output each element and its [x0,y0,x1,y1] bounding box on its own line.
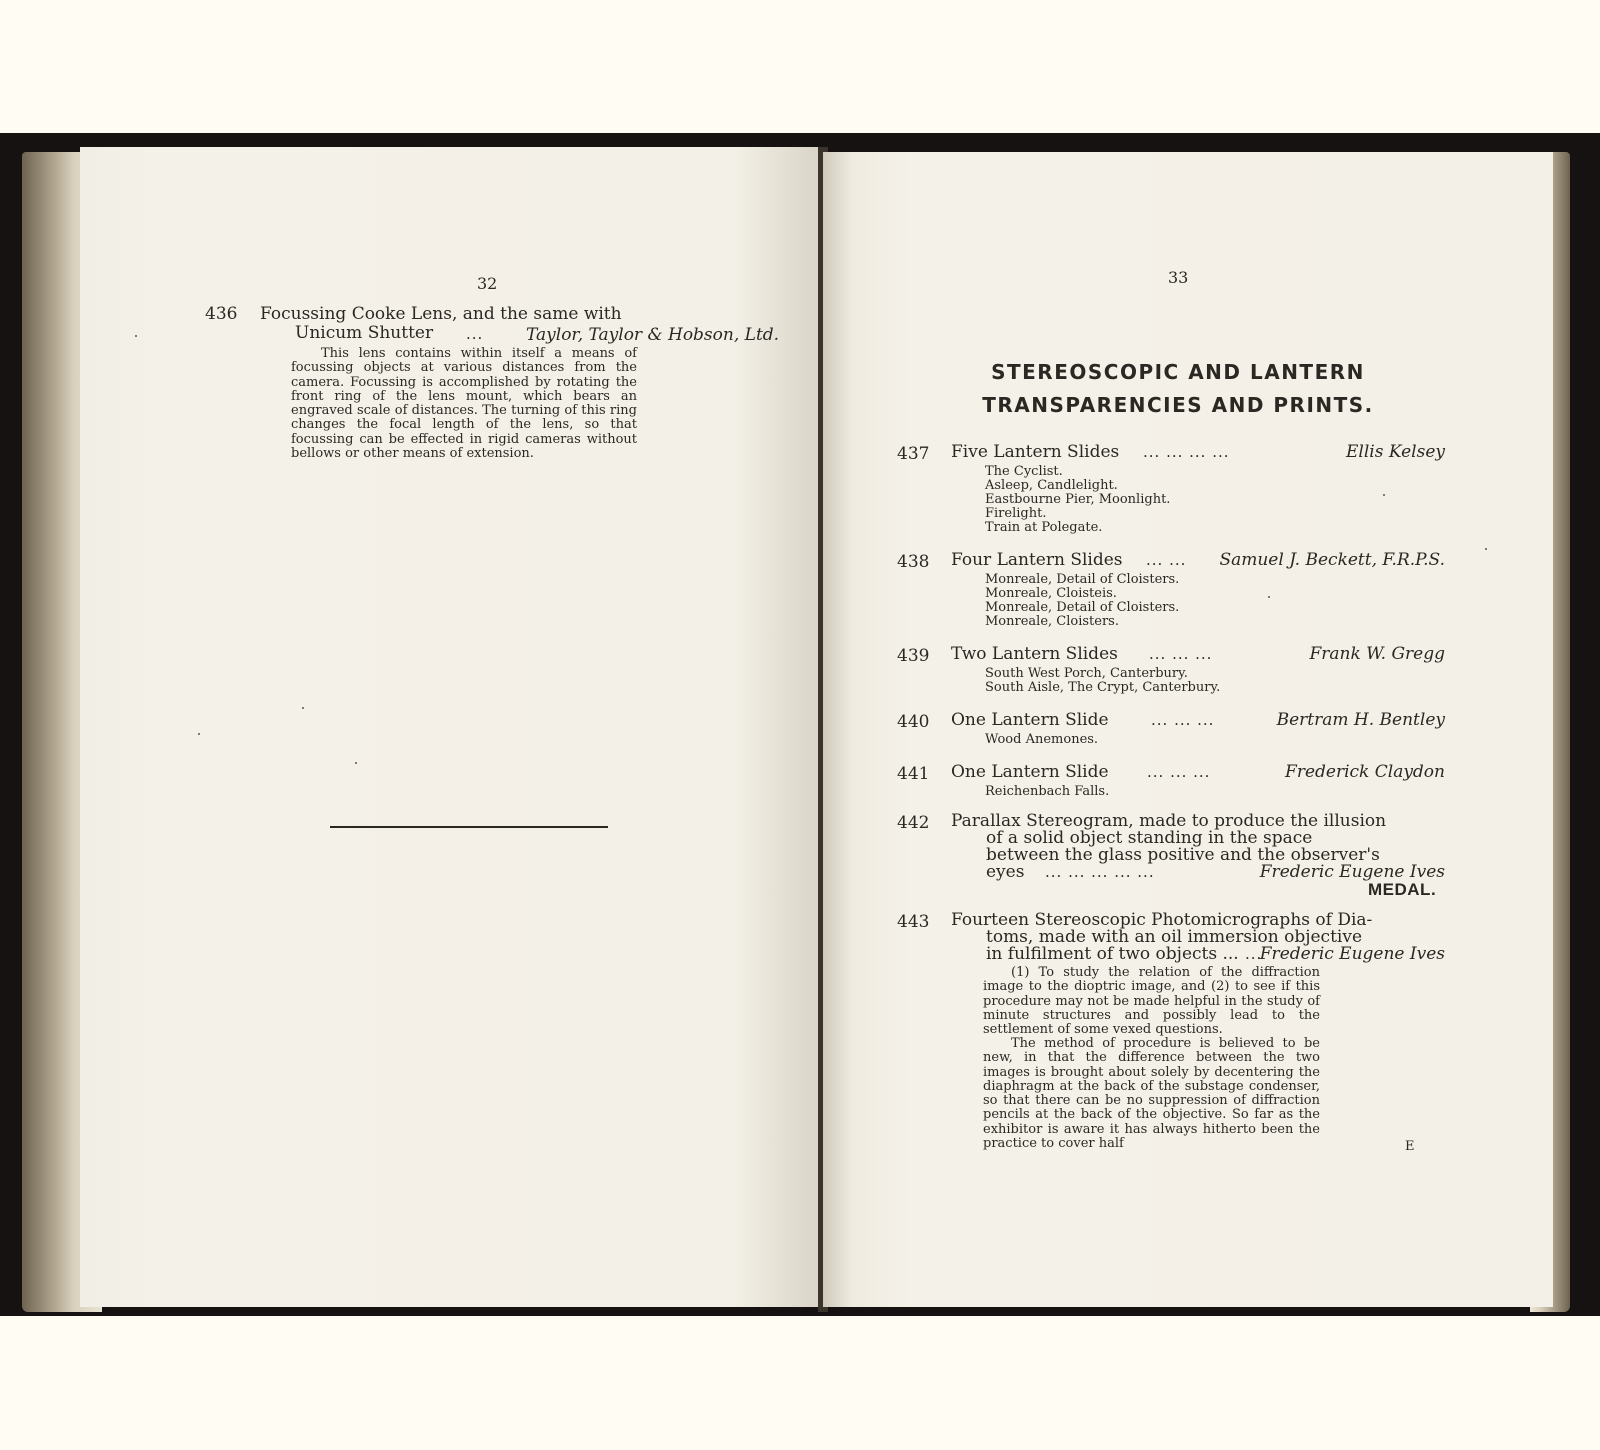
exhibitor-name: Taylor, Taylor & Hobson, Ltd. [526,325,780,345]
entry-description: This lens contains within itself a means of focussing objects at various distances from the camera. Focussing is accomplished by rotating the front ring of the lens mount, which bears an engraved scale of distances. The turning of this ring changes the focal length of the lens, so that focussing can be effected in rigid cameras without bellows or other means of extension. [291,346,637,462]
exhibitor-name: Frederic Eugene Ives [1259,944,1445,964]
slide-title: Firelight. [985,506,1047,521]
entry-number: 441 [897,764,930,784]
section-heading-line2: TRANSPARENCIES AND PRINTS. [982,393,1374,417]
left-page [80,147,823,1307]
leader-dots: ... ... ... [1147,763,1211,781]
paper-speck [1383,494,1385,496]
entry-title-continued: eyes [986,862,1025,882]
right-page [823,152,1553,1307]
slide-title: The Cyclist. [985,464,1063,479]
entry-number: 443 [897,912,930,932]
exhibitor-name: Samuel J. Beckett, F.R.P.S. [1219,550,1445,570]
entry-number: 438 [897,552,930,572]
slide-title: Wood Anemones. [985,732,1099,747]
entry-title: One Lantern Slide [951,762,1109,782]
award-badge: MEDAL. [1368,880,1437,899]
exhibitor-name: Frank W. Gregg [1309,644,1445,664]
entry-number: 439 [897,646,930,666]
slide-title: Monreale, Detail of Cloisters. [985,572,1180,587]
page-number: 32 [477,274,498,293]
leader-dots: ... [466,325,484,343]
exhibitor-name: Bertram H. Bentley [1276,710,1445,730]
slide-title: Monreale, Detail of Cloisters. [985,600,1180,615]
slide-title: Reichenbach Falls. [985,784,1110,799]
slide-title: Monreale, Cloisters. [985,614,1119,629]
entry-number: 436 [205,304,238,324]
entry-number: 437 [897,444,930,464]
entry-number: 442 [897,813,930,833]
paper-speck [355,762,357,764]
entry-title: Fourteen Stereoscopic Photomicrographs of Dia- [951,910,1373,930]
exhibitor-name: Frederic Eugene Ives [1259,862,1445,882]
entry-title: One Lantern Slide [951,710,1109,730]
signature-mark: E [1405,1139,1415,1154]
leader-dots: ... ... ... [1151,711,1215,729]
entry-title: Two Lantern Slides [951,644,1118,664]
entry-title-continued: Unicum Shutter [295,323,434,343]
section-rule [330,826,608,828]
leader-dots: ... ... ... ... ... [1045,863,1155,881]
slide-title: South Aisle, The Crypt, Canterbury. [985,680,1221,695]
slide-title: Monreale, Cloisteis. [985,586,1117,601]
leader-dots: ... ... [1146,551,1187,569]
exhibitor-name: Ellis Kelsey [1346,442,1445,462]
entry-number: 440 [897,712,930,732]
entry-title-continued: toms, made with an oil immersion objective [986,927,1363,947]
entry-title: Focussing Cooke Lens, and the same with [260,304,622,324]
paper-speck [302,707,304,709]
paper-speck [198,733,200,735]
leader-dots: ... ... ... ... [1143,443,1230,461]
section-heading-line1: STEREOSCOPIC AND LANTERN [991,360,1365,384]
entry-title-continued: between the glass positive and the observer's [986,845,1380,865]
paper-speck [1268,596,1270,598]
leader-dots: ... [1245,945,1263,963]
page-number: 33 [1168,268,1189,287]
slide-title: South West Porch, Canterbury. [985,666,1188,681]
paper-speck [135,335,137,337]
leader-dots: ... ... ... [1149,645,1213,663]
slide-title: Asleep, Candlelight. [985,478,1118,493]
entry-title-continued: in fulfilment of two objects ... [986,944,1239,964]
slide-title: Eastbourne Pier, Moonlight. [985,492,1171,507]
entry-title: Five Lantern Slides [951,442,1120,462]
entry-title-continued: of a solid object standing in the space [986,828,1313,848]
paper-speck [1485,548,1487,550]
entry-description-continued: The method of procedure is believed to be new, in that the difference between the two images is brought about solely by decentering the diaphragm at the back of the substage condenser, so that there can be no suppression of diffraction pencils at the back of the objective. So far as the exhibitor is aware it has always hitherto been the practice to cover half [983,1036,1320,1152]
exhibitor-name: Frederick Claydon [1285,762,1445,782]
entry-description: (1) To study the relation of the diffraction image to the dioptric image, and (2) to see if this procedure may not be made helpful in the study of minute structures and possibly lead to the settlement of some vexed questions. [983,965,1320,1038]
entry-title: Parallax Stereogram, made to produce the illusion [951,811,1387,831]
entry-title: Four Lantern Slides [951,550,1123,570]
slide-title: Train at Polegate. [985,520,1103,535]
